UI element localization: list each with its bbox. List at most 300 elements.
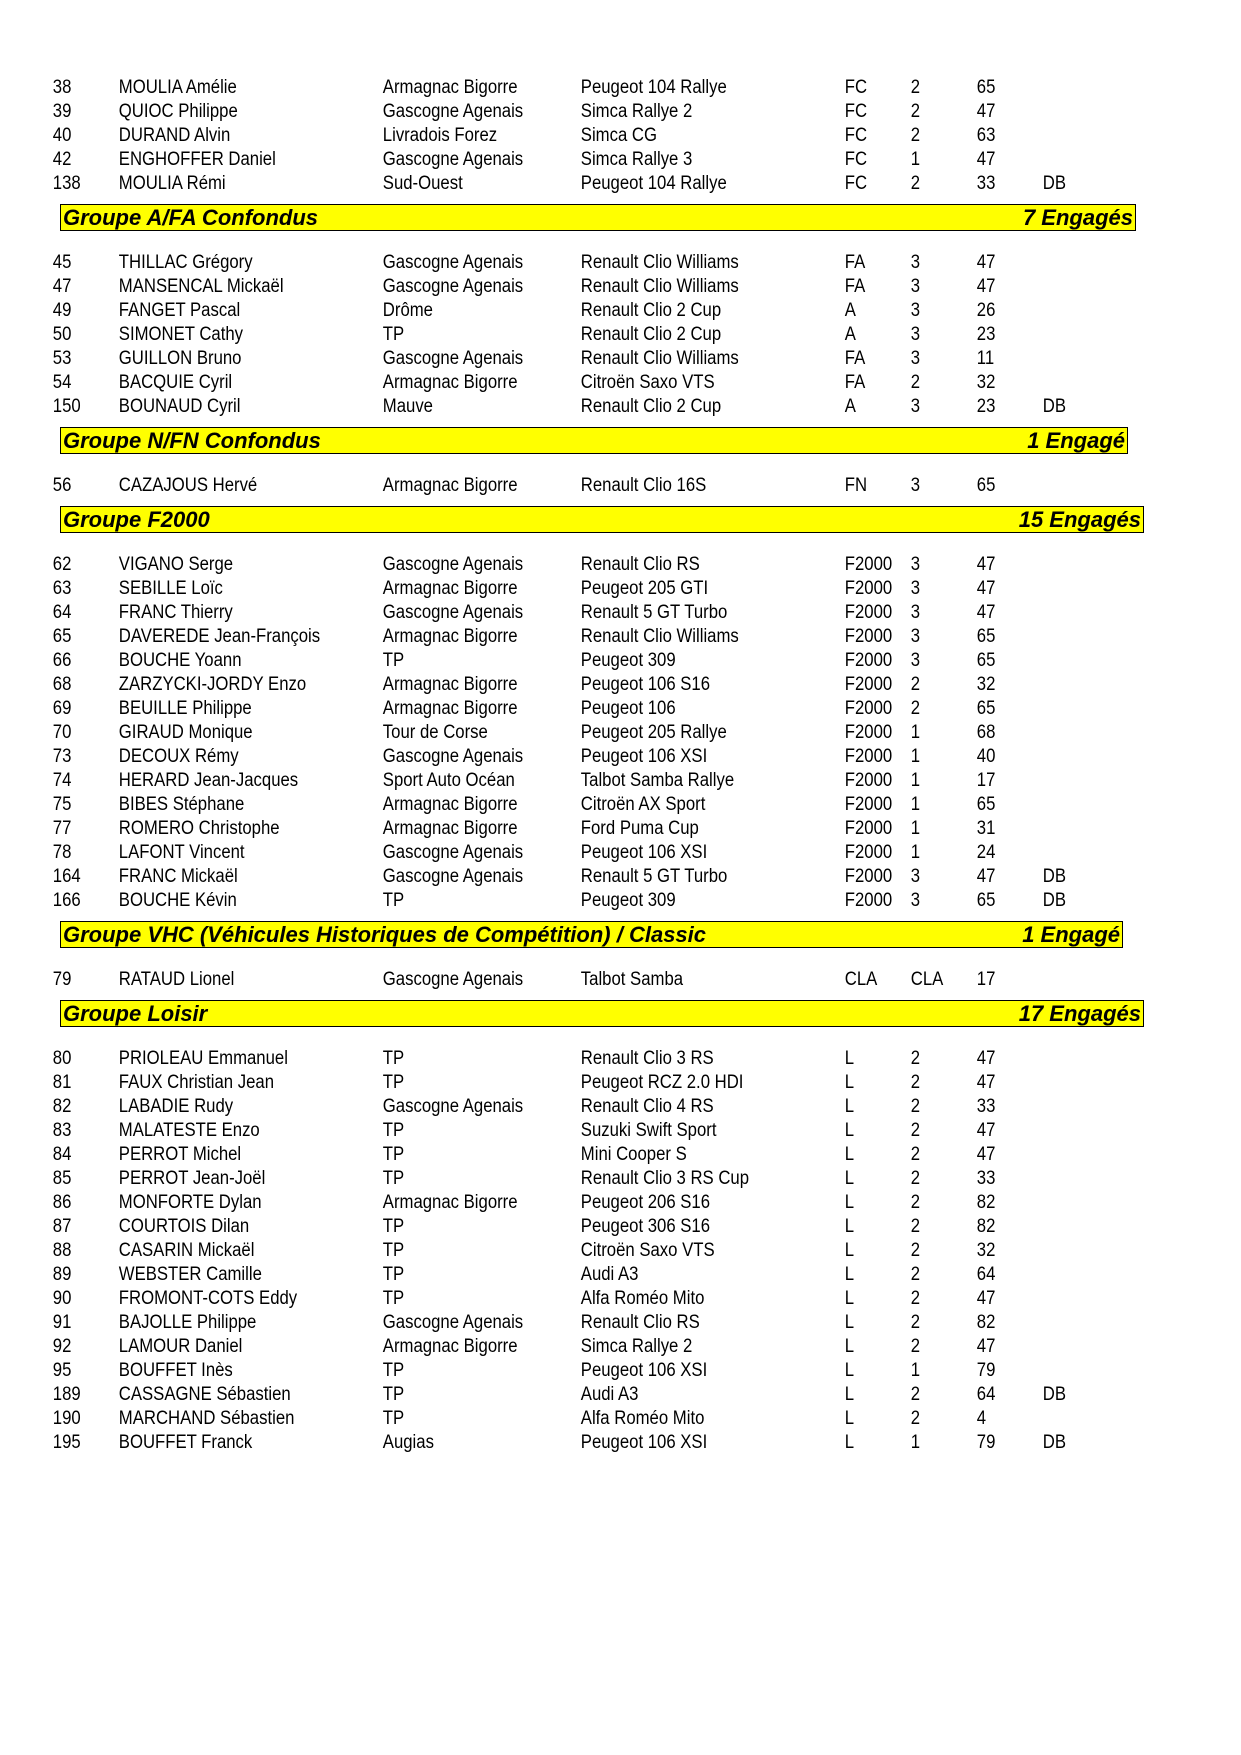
group-title: Groupe F2000	[63, 507, 210, 532]
entry-number: 81	[52, 1072, 72, 1093]
department: 33	[976, 173, 996, 194]
car-model: Simca Rallye 2	[580, 101, 693, 122]
entry-row	[0, 601, 1092, 625]
class: 1	[910, 794, 921, 815]
entry-row	[0, 1143, 1092, 1167]
class: 3	[910, 324, 921, 345]
entry-number: 47	[52, 276, 72, 297]
car-model: Ford Puma Cup	[580, 818, 699, 839]
entry-number: 45	[52, 252, 72, 273]
entry-number: 78	[52, 842, 72, 863]
group: L	[844, 1264, 855, 1285]
driver-name: CAZAJOUS Hervé	[118, 475, 258, 496]
car-model: Peugeot 309	[580, 890, 676, 911]
note: DB	[1042, 173, 1067, 194]
asa: TP	[382, 1168, 405, 1189]
entry-number: 66	[52, 650, 72, 671]
department: 65	[976, 475, 996, 496]
entry-row	[0, 1335, 1092, 1359]
entry-number: 77	[52, 818, 72, 839]
car-model: Renault Clio 16S	[580, 475, 707, 496]
asa: Armagnac Bigorre	[382, 475, 518, 496]
group-title: Groupe A/FA Confondus	[63, 205, 319, 230]
entry-row	[0, 1167, 1092, 1191]
car-model: Simca Rallye 3	[580, 149, 693, 170]
department: 68	[976, 722, 996, 743]
asa: Mauve	[382, 396, 433, 417]
class: 3	[910, 276, 921, 297]
class: 2	[910, 1408, 921, 1429]
department: 24	[976, 842, 996, 863]
asa: Armagnac Bigorre	[382, 578, 518, 599]
group: L	[844, 1096, 855, 1117]
car-model: Alfa Roméo Mito	[580, 1288, 705, 1309]
entry-row	[0, 124, 1092, 148]
asa: TP	[382, 1408, 405, 1429]
class: 2	[910, 1120, 921, 1141]
car-model: Peugeot 106 S16	[580, 674, 711, 695]
car-model: Suzuki Swift Sport	[580, 1120, 717, 1141]
entry-number: 54	[52, 372, 72, 393]
class: 2	[910, 1384, 921, 1405]
class: 2	[910, 101, 921, 122]
asa: TP	[382, 1072, 405, 1093]
department: 23	[976, 396, 996, 417]
group: L	[844, 1048, 855, 1069]
group: L	[844, 1168, 855, 1189]
class: 3	[910, 300, 921, 321]
group: F2000	[844, 794, 893, 815]
car-model: Talbot Samba	[580, 969, 684, 990]
department: 31	[976, 818, 996, 839]
department: 47	[976, 101, 996, 122]
driver-name: MANSENCAL Mickaël	[118, 276, 284, 297]
entry-number: 90	[52, 1288, 72, 1309]
group: F2000	[844, 698, 893, 719]
department: 82	[976, 1312, 996, 1333]
class: 1	[910, 842, 921, 863]
group: L	[844, 1120, 855, 1141]
asa: TP	[382, 1144, 405, 1165]
asa: Gascogne Agenais	[382, 1312, 524, 1333]
group: A	[844, 396, 856, 417]
driver-name: HERARD Jean-Jacques	[118, 770, 299, 791]
group: L	[844, 1216, 855, 1237]
group: L	[844, 1240, 855, 1261]
group: F2000	[844, 578, 893, 599]
department: 79	[976, 1360, 996, 1381]
group: F2000	[844, 674, 893, 695]
driver-name: SIMONET Cathy	[118, 324, 244, 345]
group: FC	[844, 149, 868, 170]
asa: Gascogne Agenais	[382, 554, 524, 575]
entry-number: 42	[52, 149, 72, 170]
asa: TP	[382, 1288, 405, 1309]
asa: Augias	[382, 1432, 434, 1453]
driver-name: MOULIA Rémi	[118, 173, 226, 194]
asa: Armagnac Bigorre	[382, 1336, 518, 1357]
car-model: Audi A3	[580, 1384, 639, 1405]
asa: Armagnac Bigorre	[382, 674, 518, 695]
entry-number: 91	[52, 1312, 72, 1333]
group: L	[844, 1432, 855, 1453]
driver-name: ENGHOFFER Daniel	[118, 149, 276, 170]
class: 2	[910, 77, 921, 98]
driver-name: BAJOLLE Philippe	[118, 1312, 257, 1333]
group: L	[844, 1144, 855, 1165]
department: 11	[976, 348, 995, 369]
group: L	[844, 1288, 855, 1309]
department: 47	[976, 1072, 996, 1093]
entry-number: 82	[52, 1096, 72, 1117]
entry-row	[0, 793, 1092, 817]
entry-number: 74	[52, 770, 72, 791]
department: 47	[976, 602, 996, 623]
driver-name: MOULIA Amélie	[118, 77, 237, 98]
department: 82	[976, 1216, 996, 1237]
class: 2	[910, 1168, 921, 1189]
entry-number: 62	[52, 554, 72, 575]
group: FA	[844, 252, 866, 273]
entry-row	[0, 1095, 1092, 1119]
asa: Gascogne Agenais	[382, 969, 524, 990]
entry-number: 95	[52, 1360, 72, 1381]
class: 3	[910, 626, 921, 647]
class: CLA	[910, 969, 944, 990]
class: 2	[910, 698, 921, 719]
group: FN	[844, 475, 868, 496]
car-model: Renault Clio Williams	[580, 348, 739, 369]
entry-number: 138	[52, 173, 81, 194]
entry-number: 92	[52, 1336, 72, 1357]
department: 47	[976, 1048, 996, 1069]
class: 3	[910, 866, 921, 887]
class: 1	[910, 1360, 921, 1381]
group: L	[844, 1408, 855, 1429]
asa: Gascogne Agenais	[382, 866, 524, 887]
entry-row	[0, 1407, 1092, 1431]
car-model: Peugeot RCZ 2.0 HDI	[580, 1072, 744, 1093]
group: FC	[844, 173, 868, 194]
asa: TP	[382, 1264, 405, 1285]
class: 2	[910, 1336, 921, 1357]
group: FC	[844, 77, 868, 98]
department: 17	[976, 770, 996, 791]
group: F2000	[844, 890, 893, 911]
department: 47	[976, 252, 996, 273]
driver-name: BIBES Stéphane	[118, 794, 245, 815]
group: L	[844, 1072, 855, 1093]
entry-number: 38	[52, 77, 72, 98]
department: 82	[976, 1192, 996, 1213]
group: F2000	[844, 722, 893, 743]
group-count: 17 Engagés	[1018, 1001, 1141, 1026]
car-model: Peugeot 106 XSI	[580, 746, 708, 767]
asa: Gascogne Agenais	[382, 842, 524, 863]
entry-row	[0, 172, 1092, 196]
department: 26	[976, 300, 996, 321]
class: 2	[910, 1264, 921, 1285]
asa: Tour de Corse	[382, 722, 488, 743]
department: 65	[976, 698, 996, 719]
car-model: Peugeot 106	[580, 698, 676, 719]
car-model: Citroën AX Sport	[580, 794, 706, 815]
class: 3	[910, 348, 921, 369]
driver-name: BOUCHE Yoann	[118, 650, 242, 671]
group: FA	[844, 348, 866, 369]
group-count: 15 Engagés	[1018, 507, 1141, 532]
entry-row	[0, 371, 1092, 395]
driver-name: BOUFFET Franck	[118, 1432, 253, 1453]
driver-name: QUIOC Philippe	[118, 101, 238, 122]
entry-row	[0, 745, 1092, 769]
car-model: Alfa Roméo Mito	[580, 1408, 705, 1429]
car-model: Renault Clio 2 Cup	[580, 300, 722, 321]
class: 3	[910, 396, 921, 417]
entry-row	[0, 1383, 1092, 1407]
department: 33	[976, 1168, 996, 1189]
entry-row	[0, 1047, 1092, 1071]
class: 1	[910, 722, 921, 743]
note: DB	[1042, 1384, 1067, 1405]
note: DB	[1042, 396, 1067, 417]
group: FA	[844, 372, 866, 393]
department: 47	[976, 1120, 996, 1141]
driver-name: RATAUD Lionel	[118, 969, 235, 990]
driver-name: BACQUIE Cyril	[118, 372, 233, 393]
entry-number: 40	[52, 125, 72, 146]
class: 1	[910, 1432, 921, 1453]
entry-number: 75	[52, 794, 72, 815]
driver-name: PERROT Jean-Joël	[118, 1168, 266, 1189]
car-model: Peugeot 104 Rallye	[580, 77, 727, 98]
asa: Armagnac Bigorre	[382, 77, 518, 98]
entry-row	[0, 395, 1092, 419]
driver-name: MALATESTE Enzo	[118, 1120, 260, 1141]
driver-name: FAUX Christian Jean	[118, 1072, 274, 1093]
class: 1	[910, 149, 921, 170]
asa: Drôme	[382, 300, 433, 321]
asa: TP	[382, 324, 405, 345]
entry-number: 64	[52, 602, 72, 623]
entry-row	[0, 474, 1092, 498]
driver-name: GUILLON Bruno	[118, 348, 242, 369]
asa: Armagnac Bigorre	[382, 794, 518, 815]
entry-row	[0, 1263, 1092, 1287]
note: DB	[1042, 890, 1067, 911]
department: 79	[976, 1432, 996, 1453]
department: 47	[976, 1336, 996, 1357]
entry-row	[0, 577, 1092, 601]
entry-row	[0, 553, 1092, 577]
driver-name: WEBSTER Camille	[118, 1264, 262, 1285]
department: 32	[976, 674, 996, 695]
entry-row	[0, 649, 1092, 673]
department: 64	[976, 1264, 996, 1285]
car-model: Renault Clio Williams	[580, 252, 739, 273]
driver-name: CASSAGNE Sébastien	[118, 1384, 291, 1405]
department: 65	[976, 650, 996, 671]
entry-number: 87	[52, 1216, 72, 1237]
entry-number: 68	[52, 674, 72, 695]
asa: Armagnac Bigorre	[382, 1192, 518, 1213]
car-model: Audi A3	[580, 1264, 639, 1285]
asa: TP	[382, 1120, 405, 1141]
asa: Gascogne Agenais	[382, 746, 524, 767]
entry-row	[0, 323, 1092, 347]
group-count: 1 Engagé	[1027, 428, 1125, 453]
entry-number: 79	[52, 969, 72, 990]
driver-name: PRIOLEAU Emmanuel	[118, 1048, 288, 1069]
driver-name: ROMERO Christophe	[118, 818, 280, 839]
class: 3	[910, 475, 921, 496]
entry-row	[0, 275, 1092, 299]
driver-name: MARCHAND Sébastien	[118, 1408, 295, 1429]
entry-number: 86	[52, 1192, 72, 1213]
asa: TP	[382, 1240, 405, 1261]
car-model: Peugeot 106 XSI	[580, 1432, 708, 1453]
group-count: 1 Engagé	[1022, 922, 1120, 947]
class: 2	[910, 1072, 921, 1093]
asa: TP	[382, 1360, 405, 1381]
driver-name: FROMONT-COTS Eddy	[118, 1288, 298, 1309]
group-header	[60, 204, 1136, 231]
group: FC	[844, 101, 868, 122]
group: F2000	[844, 770, 893, 791]
driver-name: GIRAUD Monique	[118, 722, 253, 743]
entry-row	[0, 1215, 1092, 1239]
group: F2000	[844, 746, 893, 767]
asa: Sud-Ouest	[382, 173, 463, 194]
group: FC	[844, 125, 868, 146]
department: 65	[976, 794, 996, 815]
car-model: Citroën Saxo VTS	[580, 372, 715, 393]
class: 2	[910, 1312, 921, 1333]
class: 1	[910, 818, 921, 839]
driver-name: FRANC Thierry	[118, 602, 233, 623]
class: 2	[910, 1048, 921, 1069]
department: 32	[976, 1240, 996, 1261]
driver-name: LAMOUR Daniel	[118, 1336, 243, 1357]
group: F2000	[844, 650, 893, 671]
driver-name: LABADIE Rudy	[118, 1096, 234, 1117]
entry-row	[0, 1359, 1092, 1383]
department: 64	[976, 1384, 996, 1405]
driver-name: FRANC Mickaël	[118, 866, 238, 887]
entry-number: 73	[52, 746, 72, 767]
class: 3	[910, 252, 921, 273]
driver-name: DURAND Alvin	[118, 125, 231, 146]
class: 2	[910, 1192, 921, 1213]
asa: Gascogne Agenais	[382, 252, 524, 273]
driver-name: BOUCHE Kévin	[118, 890, 237, 911]
car-model: Renault Clio Williams	[580, 276, 739, 297]
entry-row	[0, 347, 1092, 371]
car-model: Renault Clio 2 Cup	[580, 396, 722, 417]
car-model: Citroën Saxo VTS	[580, 1240, 715, 1261]
group: F2000	[844, 554, 893, 575]
class: 2	[910, 372, 921, 393]
entry-number: 69	[52, 698, 72, 719]
entry-row	[0, 968, 1092, 992]
entry-row	[0, 1431, 1092, 1455]
driver-name: PERROT Michel	[118, 1144, 242, 1165]
entry-number: 84	[52, 1144, 72, 1165]
class: 1	[910, 770, 921, 791]
car-model: Renault Clio 3 RS Cup	[580, 1168, 750, 1189]
department: 47	[976, 276, 996, 297]
entry-row	[0, 251, 1092, 275]
department: 65	[976, 890, 996, 911]
driver-name: BOUNAUD Cyril	[118, 396, 241, 417]
car-model: Peugeot 206 S16	[580, 1192, 711, 1213]
entry-number: 49	[52, 300, 72, 321]
entry-row	[0, 1287, 1092, 1311]
entry-number: 56	[52, 475, 72, 496]
department: 47	[976, 554, 996, 575]
class: 2	[910, 674, 921, 695]
department: 47	[976, 866, 996, 887]
group-header	[60, 921, 1123, 948]
entry-number: 63	[52, 578, 72, 599]
entry-row	[0, 76, 1092, 100]
car-model: Simca Rallye 2	[580, 1336, 693, 1357]
group: A	[844, 300, 856, 321]
car-model: Peugeot 106 XSI	[580, 842, 708, 863]
car-model: Renault Clio RS	[580, 554, 700, 575]
driver-name: DECOUX Rémy	[118, 746, 239, 767]
class: 2	[910, 1144, 921, 1165]
car-model: Renault Clio Williams	[580, 626, 739, 647]
driver-name: LAFONT Vincent	[118, 842, 245, 863]
entry-number: 39	[52, 101, 72, 122]
entry-number: 190	[52, 1408, 81, 1429]
car-model: Peugeot 106 XSI	[580, 1360, 708, 1381]
asa: Gascogne Agenais	[382, 1096, 524, 1117]
note: DB	[1042, 866, 1067, 887]
group: F2000	[844, 626, 893, 647]
department: 47	[976, 1144, 996, 1165]
class: 2	[910, 1288, 921, 1309]
department: 40	[976, 746, 996, 767]
entry-row	[0, 865, 1092, 889]
car-model: Renault Clio 3 RS	[580, 1048, 714, 1069]
group: A	[844, 324, 856, 345]
entry-number: 85	[52, 1168, 72, 1189]
asa: Armagnac Bigorre	[382, 818, 518, 839]
car-model: Renault Clio RS	[580, 1312, 700, 1333]
entry-number: 89	[52, 1264, 72, 1285]
asa: Gascogne Agenais	[382, 276, 524, 297]
group-title: Groupe VHC (Véhicules Historiques de Compétition) / Classic	[63, 922, 707, 947]
entry-number: 80	[52, 1048, 72, 1069]
department: 47	[976, 1288, 996, 1309]
entry-row	[0, 673, 1092, 697]
asa: TP	[382, 1048, 405, 1069]
class: 2	[910, 173, 921, 194]
asa: Sport Auto Océan	[382, 770, 515, 791]
note: DB	[1042, 1432, 1067, 1453]
class: 3	[910, 578, 921, 599]
group: F2000	[844, 842, 893, 863]
class: 1	[910, 746, 921, 767]
entry-number: 53	[52, 348, 72, 369]
group: CLA	[844, 969, 878, 990]
entry-number: 83	[52, 1120, 72, 1141]
department: 17	[976, 969, 996, 990]
entry-number: 50	[52, 324, 72, 345]
entry-row	[0, 721, 1092, 745]
